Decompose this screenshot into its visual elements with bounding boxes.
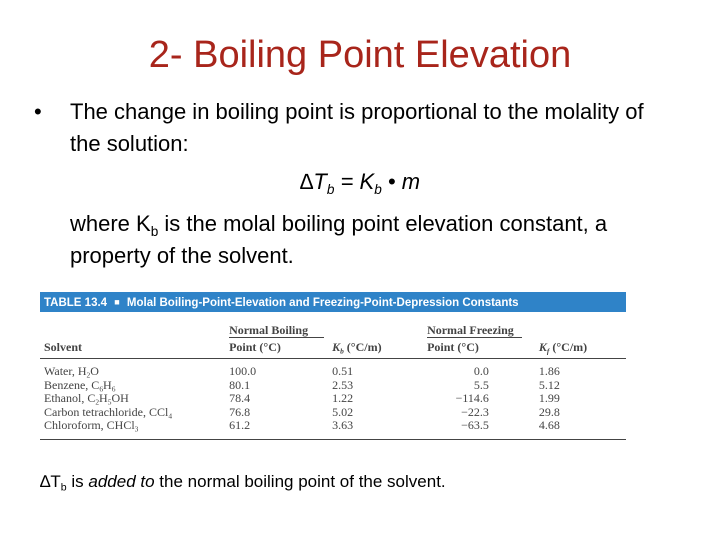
equation-k: = K (334, 169, 375, 194)
footer-sub: b (60, 481, 67, 494)
col-header-solvent: Solvent (40, 340, 225, 359)
slide-title: 2- Boiling Point Elevation (148, 34, 572, 76)
cell-fp: −22.3 (461, 404, 489, 419)
group-header-fp: Normal Freezing (423, 312, 535, 340)
cell-kb: 0.51 (332, 364, 354, 378)
table-row (40, 392, 626, 406)
col-header-kb: $K_b$ (°C/m) (328, 340, 423, 359)
cell-kf: 4.68 (535, 419, 626, 439)
cell-kb: 1.22 (332, 391, 354, 405)
cell-bp: 80.1 (229, 377, 251, 392)
cell-kf: 1.86 (538, 364, 560, 378)
cell-fp: −63.5 (423, 419, 535, 439)
bullet-text: The change in boiling point is proportional to the molality of the solution: (70, 99, 644, 156)
col-header-bp: Point (°C) (225, 340, 328, 359)
cell-kb: 5.02 (332, 404, 354, 419)
bullet-dot: • (34, 99, 42, 124)
table-body (40, 359, 626, 440)
table-caption: Molal Boiling-Point-Elevation and Freezing-Point-Depression Constants (126, 297, 519, 309)
footer-note (40, 472, 446, 492)
table-row (40, 406, 626, 420)
separator-icon: ■ (114, 297, 120, 307)
cell-solvent: Benzene, $C_6H_6$ (44, 377, 116, 394)
bullet-point (34, 96, 680, 160)
cell-solvent: Ethanol, $C_2H_5OH$ (44, 391, 129, 407)
where-part2: is the molal boiling point elevation constant, a property of the solvent. (70, 211, 608, 268)
table-row (40, 359, 626, 379)
table-caption-bar (40, 292, 626, 312)
footer-rest: the normal boiling point of the solvent. (154, 472, 446, 491)
cell-kb: 2.53 (332, 377, 354, 392)
col-header-kf: $K_f$ (°C/m) (535, 340, 626, 359)
footer-italic: added to (88, 472, 155, 491)
cell-bp: 100.0 (229, 364, 257, 378)
cell-fp: 5.5 (473, 377, 489, 392)
where-text (70, 208, 670, 272)
footer-mid: is (66, 472, 89, 491)
col-header-fp: Point (°C) (423, 340, 535, 359)
table-label: TABLE 13.4 (44, 297, 108, 309)
cell-fp: −114.6 (455, 391, 489, 405)
cell-bp: 76.8 (229, 404, 251, 419)
cell-kb: 3.63 (328, 419, 423, 439)
table-row (40, 379, 626, 393)
table-row (40, 419, 626, 439)
data-table (40, 312, 626, 440)
cell-kf: 29.8 (538, 404, 560, 419)
cell-solvent: Chloroform, CHCl$_3$ (40, 419, 225, 439)
equation-m: • m (381, 169, 421, 194)
cell-fp: 0.0 (473, 364, 489, 378)
cell-bp: 61.2 (225, 419, 328, 439)
where-sub: b (150, 223, 159, 239)
cell-kf: 5.12 (538, 377, 560, 392)
equation-k-sub: b (374, 181, 382, 197)
constants-table (40, 292, 626, 440)
cell-solvent: Water, $H_2O$ (44, 364, 99, 380)
equation-sub-b: b (326, 181, 335, 197)
group-header-bp: Normal Boiling (225, 312, 328, 340)
where-part1: where K (70, 211, 151, 236)
footer-delta-t: ∆T (40, 472, 61, 491)
cell-solvent: Carbon tetrachloride, CCl$_4$ (44, 404, 173, 421)
cell-bp: 78.4 (229, 391, 251, 405)
cell-kf: 1.99 (538, 391, 560, 405)
equation-delta-t: ∆T (299, 169, 327, 194)
equation (0, 169, 720, 195)
